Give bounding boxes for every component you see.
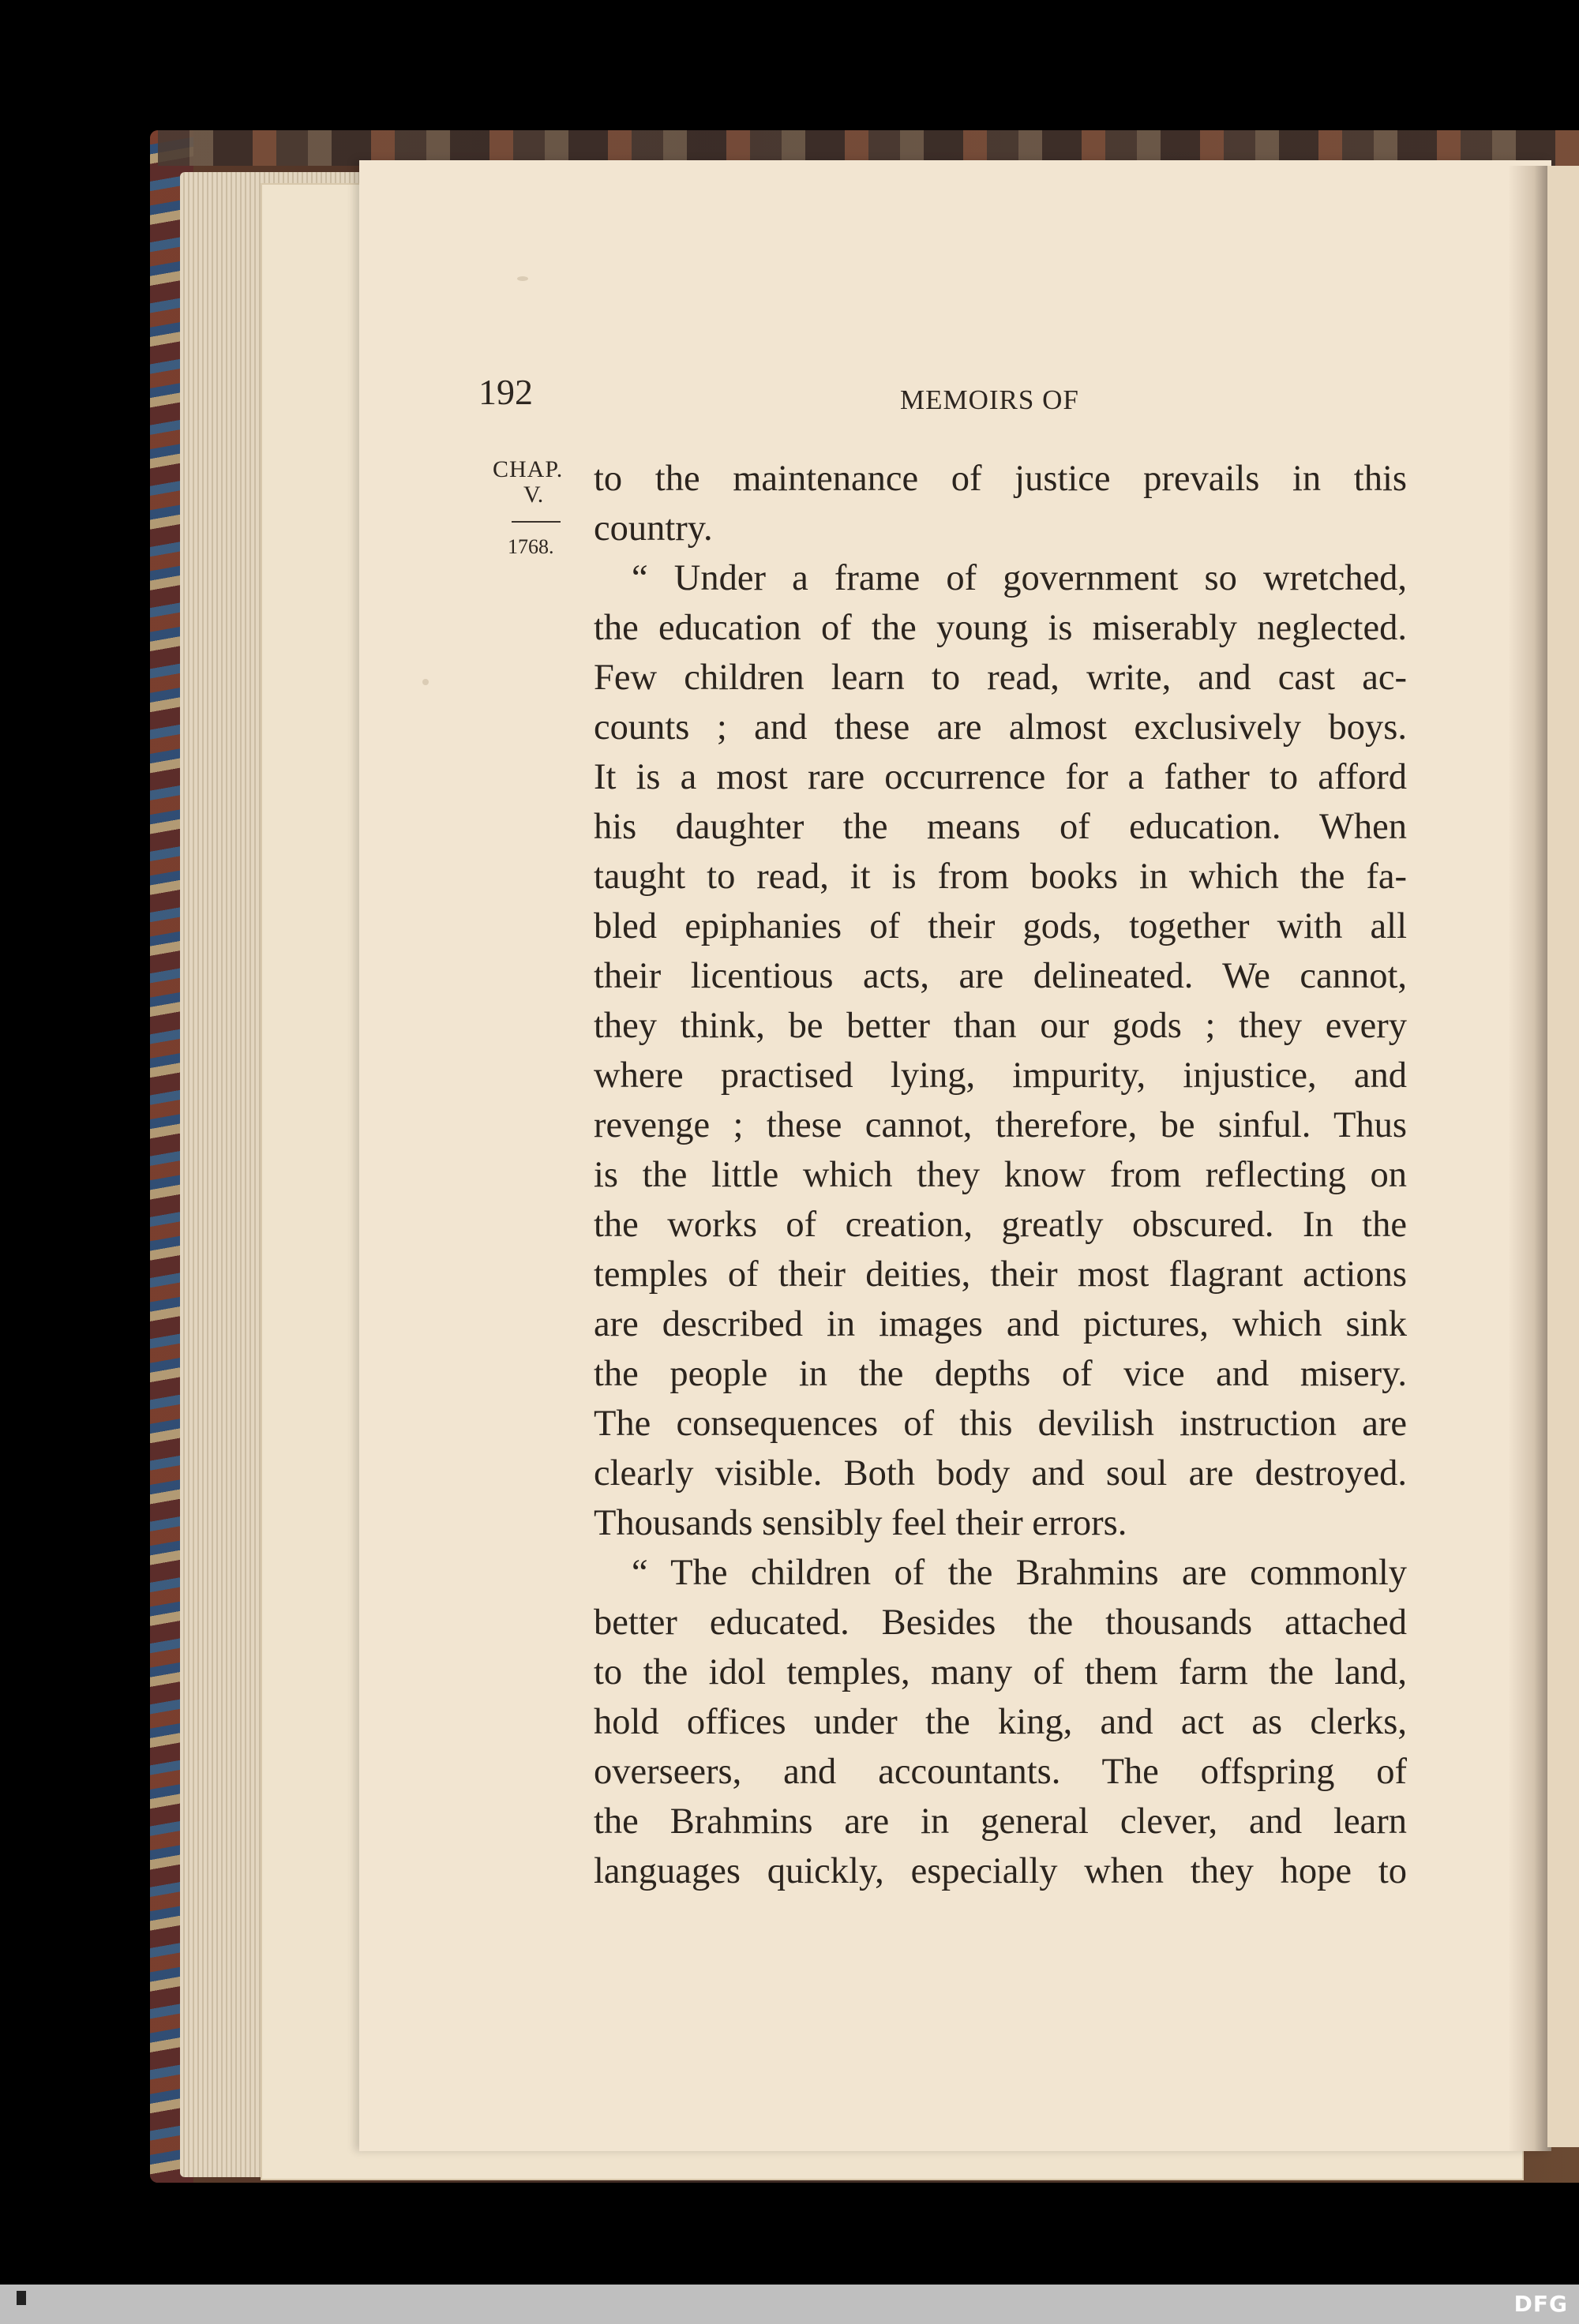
- text-line: country.: [594, 508, 713, 549]
- text-line: to the maintenance of justice prevails in this: [594, 459, 1407, 499]
- margin-rule: [512, 521, 561, 523]
- text-line: languages quickly, especially when they hope to: [594, 1851, 1407, 1891]
- page-number: 192: [478, 372, 533, 412]
- text-line: his daughter the means of education. When: [594, 807, 1407, 847]
- text-line: is the little which they know from reflecting on: [594, 1155, 1407, 1195]
- viewer-footer-bar: [0, 2285, 1579, 2324]
- text-line: the people in the depths of vice and misery.: [594, 1354, 1407, 1394]
- text-line: It is a most rare occurrence for a father to afford: [594, 757, 1407, 797]
- text-line: better educated. Besides the thousands attached: [594, 1602, 1407, 1643]
- text-line: The consequences of this devilish instruction are: [594, 1404, 1407, 1444]
- text-line: their licentious acts, are delineated. We cannot,: [594, 956, 1407, 996]
- text-line: the education of the young is miserably neglected.: [594, 608, 1407, 648]
- dfg-logo: DFG: [1513, 2291, 1568, 2317]
- text-line: overseers, and accountants. The offspring of: [594, 1752, 1407, 1792]
- text-line: revenge ; these cannot, therefore, be sinful. Thus: [594, 1105, 1407, 1145]
- text-line: bled epiphanies of their gods, together with all: [594, 906, 1407, 946]
- text-line: counts ; and these are almost exclusively boys.: [594, 707, 1407, 748]
- text-line: Few children learn to read, write, and cast ac-: [594, 658, 1407, 698]
- library-logo: [9, 2289, 33, 2319]
- text-line: “ Under a frame of government so wretched,: [632, 558, 1407, 598]
- text-line: to the idol temples, many of them farm the land,: [594, 1652, 1407, 1692]
- text-line: the works of creation, greatly obscured. In the: [594, 1205, 1407, 1245]
- text-line: where practised lying, impurity, injustice, and: [594, 1055, 1407, 1096]
- text-line: the Brahmins are in general clever, and learn: [594, 1801, 1407, 1842]
- running-head: MEMOIRS OF: [900, 384, 1079, 415]
- page-gutter: [1508, 166, 1551, 2151]
- margin-year: 1768.: [508, 535, 554, 558]
- text-line: “ The children of the Brahmins are commonly: [632, 1553, 1407, 1593]
- chapter-number: V.: [523, 482, 544, 508]
- text-line: they think, be better than our gods ; they every: [594, 1006, 1407, 1046]
- text-line: are described in images and pictures, which sink: [594, 1304, 1407, 1344]
- library-logo-icon: [17, 2291, 26, 2305]
- body-text: [594, 454, 1407, 1896]
- text-line: taught to read, it is from books in which the fa-: [594, 857, 1407, 897]
- text-line: hold offices under the king, and act as clerks,: [594, 1702, 1407, 1742]
- paper-spot: [422, 679, 429, 685]
- text-line: Thousands sensibly feel their errors.: [594, 1503, 1127, 1543]
- facing-page-edge: [1547, 166, 1579, 2147]
- text-line: temples of their deities, their most flagrant actions: [594, 1254, 1407, 1295]
- chapter-label: CHAP.: [493, 456, 564, 482]
- paper-spot: [517, 276, 528, 281]
- text-line: clearly visible. Both body and soul are destroyed.: [594, 1453, 1407, 1494]
